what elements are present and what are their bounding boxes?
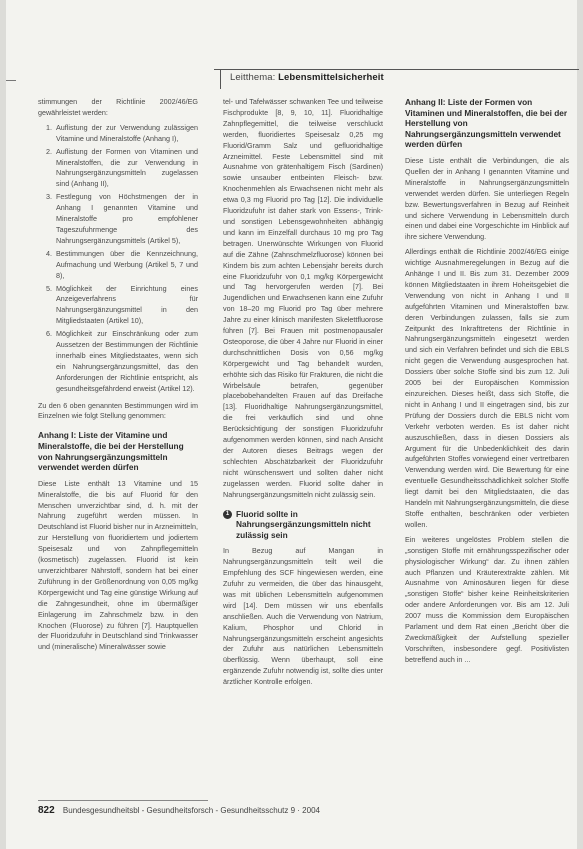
col1-after-list: Zu den 6 oben genannten Bestimmungen wird im Einzelnen wie folgt Stellung genommen: [38,400,198,421]
footer-rule [38,800,208,801]
header-title: Lebensmittelsicherheit [278,72,384,83]
callout-heading-text: Fluorid sollte in Nahrungsergänzungsmitteln nicht zulässig sein [236,508,371,540]
col1-intro: stimmungen der Richtlinie 2002/46/EG gewährleistet werden: [38,97,198,117]
page-edge-mark [6,80,16,81]
column-3 [405,97,569,670]
col3-body-3: Ein weiteres ungelöstes Problem stellen die „sonstigen Stoffe mit ernährungsspezifischer oder physiologischer Wirkung“ dar. Zu ihnen zählen auch Pflanzen und Kräuterextrakte zählen. Mit Ausnahme von Aminosäuren liegen für diese „sonstigen Stoffe“ bisher keine Reinheitskriterien oder andere Anforderungen vor. Bis am 12. Juli 2007 muss die Kommission dem Europäischen Parlament und dem Rat einen „Bericht über die Zweckmäßigkeit der Aufstellung spezieller Vorschriften, insbesondere gegf. Positivlisten betreffend auch in ... [405,534,569,664]
col1-body: Diese Liste enthält 13 Vitamine und 15 Mineralstoffe, die bis auf Fluorid für den Menschen unverzichtbar sind, d. h. mit der Nahrung zugeführt werden müssen. In Deutschland ist Fluorid bisher nur in Arzneimitteln, zur Herstellung von fluoridiertem und jodiertem Speisesalz und von Zahnpflegemitteln (kosmetisch) zugelassen. Fluorid ist kein unverzichtbarer Nährstoff, sondern hat bei einer Zuführung in der Größenordnung von 0,05 mg/kg Körpergewicht und Tag eine günstige Wirkung auf die Zahngesundheit, ohne im übermäßiger Einlagerung im Zahnschmelz bzw. in den Knochen (Fluorose) zu führen [7]. Hauptquellen der Fluoridzufuhr in Deutschland sind Trinkwasser und (mineralische) Mineralwässer sowie [38,478,198,652]
page-number: 822 [38,805,55,816]
provisions-list [38,123,198,395]
footer-citation: Bundesgesundheitsbl - Gesundheitsforsch - Gesundheitsschutz 9 · 2004 [62,806,320,815]
col2-body-1: tel- und Tafelwässer schwanken Tee und teilweise Fischprodukte [8, 9, 10, 11]. Fluoridhaltige Zahnpflegemittel, die teilweise verschluckt werden, fluoridiertes Speisesalz 0,25 mg Fluorid/Gramm Salz und gefluoridhaltige Arzneimittel. Feste Lebensmittel sind mit Ausnahme von grätenhaltigem Fisch (Sardinen) sowie unsauber entbeinten Fleisch- bzw. Knochenmehlen als Erwachsenen nicht mehr als etwa 0,3 mg Fluorid pro Tag [12]. Die individuelle Fluoridzufuhr ist daher stark von Essens-, Trink- und sonstigen Lebensgewohnheiten abhängig und kann im Einzelfall durchaus 10 mg pro Tag betragen. Unerwünschte Wirkungen von Fluorid auf die Zähne (Zahnschmelzfluorose) können bei Kindern bis zum achten Lebensjahr bereits durch eine Fluoridzufuhr von 0,1 mg/kg Körpergewicht und Tag hervorgerufen werden [7]. Bei Jugendlichen und Erwachsenen kann eine Zufuhr von 18–20 mg Fluorid pro Tag über mehrere Jahre zu einer klinisch manifesten Skelettfluorose führen [7]. Bei Frauen mit postmenopausaler Osteoporose, die über 4 Jahre nur Fluorid in einer durchschnittlichen Dosis von 0,56 mg/kg Körpergewicht und Tag behandelt wurden, erhöhte sich das Risiko für Frakturen, die nicht die Wirbelsäule betrafen, gegenüber placebobehandelten Frauen auf das Dreifache [13]. Fluoridhaltige Nahrungsergänzungsmittel, die frei verkäuflich sind und ohne Berücksichtigung der sonstigen Fluoridzufuhr aufgenommen werden können, sind nach Ansicht der Autoren dieses Beitrags wegen der schlechten Abschätzbarkeit der Fluoridzufuhr nicht wünschenswert und sollten daher nicht zugelassen werden. Fluorid sollte daher in Nahrungsergänzungsmitteln nicht zulässig sein. [223,97,383,499]
list-item: 5. Möglichkeit der Einrichtung eines Anzeigeverfahrens für Nahrungsergänzungsmittel in den Mitgliedstaaten (Artikel 10), [54,284,198,328]
section-heading-anhang-1: Anhang I: Liste der Vitamine und Mineralstoffe, die bei der Herstellung von Nahrungsergänzungsmitteln verwendet werden dürfen [38,430,184,473]
header-tick [220,69,221,89]
callout-number-icon: 1 [223,510,232,519]
document-page [6,0,577,849]
list-item: 2. Auflistung der Formen von Vitaminen und Mineralstoffen, die zur Verwendung in Nahrungsergänzungsmitteln zugelassen sind (Anhang II), [54,147,198,191]
list-item: 1. Auflistung der zur Verwendung zulässigen Vitamine und Mineralstoffe (Anhang I), [54,123,198,145]
column-2 [223,97,383,692]
header-prefix: Leitthema: [230,72,276,83]
col2-body-2: In Bezug auf Mangan in Nahrungsergänzungsmitteln teilt weil die Empfehlung des SCF hingewiesen werden, eine Zufuhr zu vermeiden, die über das hinausgeht, was mit üblichen Lebensmitteln aufgenommen wird [14]. Dem müssen wir uns ebenfalls anschließen. Auch die Verwendung von Natrium, Kalium, Phosphor und Chlorid in Nahrungsergänzungsmitteln erscheint angesichts der Zufuhr aus natürlichen Lebensmitteln überflüssig. Wenn überhaupt, soll eine ergänzende Zufuhr notwendig ist, sollte dies unter ärztlicher Kontrolle erfolgen. [223,546,383,687]
running-header [230,72,384,83]
col3-body-2: Allerdings enthält die Richtlinie 2002/46/EG einige wichtige Ausnahmeregelungen in Bezug auf die Anhänge I und II. Bis zum 31. Dezember 2009 können Mitgliedstaaten in ihrem Hoheitsgebiet die Verwendung von nicht in Anhang I und II aufgeführten Vitaminen und Mineralstoffen bzw. deren Verbindungen zulassen, falls sie zum Zeitpunkt des Inkrafttretens der Richtlinie in Nahrungsergänzungsmitteln eingesetzt werden und sich ein Verfahren befindet und sich die EBLS nicht gegen die Verwendung ausgesprochen hat. Dossiers über solche Stoffe sind bis zum 12. Juli 2005 bei der Europäischen Kommission einzureichen. Dieses heißt, dass sich Stoffe, die nicht in Anhang I und II eingetragen sind, bis zur Prüfung der Dossiers durch die EBLS nicht vom Verkehr verboten werden. Es ist daher nicht auszuschließen, dass in diesen Dossiers als Argument für die Unbedenklichkeit des darin aufgeführten Stoffes vorwiegend einer vertretbaren Verwendung werden wird. Die Bewertung für eine eventuelle Gesundheitsschädlichkeit solcher Stoffe liegt damit bei den Mitgliedstaaten, die das Handeln mit Nahrungsergänzungsmitteln, die diese Stoffe enthalten, beschränken oder verbieten wollen. [405,247,569,529]
column-1 [38,97,198,657]
page-footer [38,805,320,816]
section-heading-anhang-2: Anhang II: Liste der Formen von Vitaminen und Mineralstoffen, die bei der Herstellung von Nahrungsergänzungsmitteln verwendet werden dürfen [405,97,568,150]
header-rule [214,69,579,70]
callout-heading [223,509,383,541]
list-item: 4. Bestimmungen über die Kennzeichnung, Aufmachung und Werbung (Artikel 5, 7 und 8), [54,249,198,282]
col3-body-1: Diese Liste enthält die Verbindungen, die als Quellen der in Anhang I genannten Vitamine und Mineralstoffe in Nahrungsergänzungsmitteln verwendet werden dürfen. Sie unterliegen Regeln bzw. Bewertungsverfahren in Bezug auf Reinheit und sichere Verwendung in Lebensmitteln durch einen und dabei eine Vorgeschichte im Hinblick auf ihre sichere Verwendung. [405,155,569,242]
list-item: 3. Festlegung von Höchstmengen der in Anhang I genannten Vitamine und Mineralstoffe pro empfohlener Tageszufuhrmenge des Nahrungsergänzungsmittels (Artikel 5), [54,192,198,247]
list-item: 6. Möglichkeit zur Einschränkung oder zum Aussetzen der Bestimmungen der Richtlinie innerhalb eines Mitgliedstaates, wenn sich ein Nahrungsergänzungsmittel, das den Anforderungen der Richtlinie entspricht, als gesundheitsgefährdend erweist (Artikel 12). [54,329,198,394]
